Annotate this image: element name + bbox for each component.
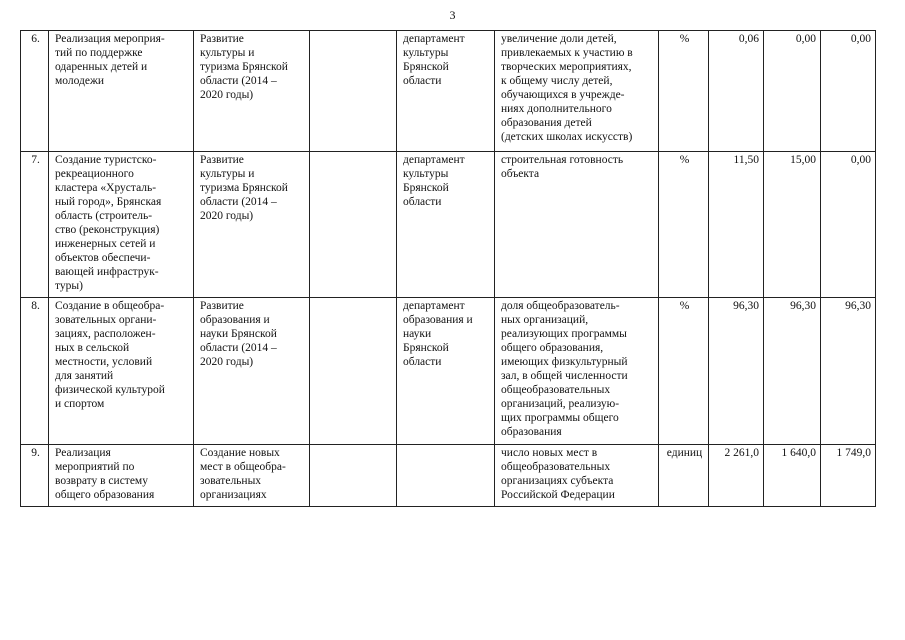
program-name: Развитие культуры и туризма Брянской области (2014 – 2020 годы): [194, 31, 310, 152]
value-1: 96,30: [709, 298, 764, 445]
event-name: Создание туристско- рекреационного кластера «Хрусталь- ный город», Брянская область (строитель- ство (реконструкция) инженерных сетей и объектов обеспечи- вающей инфраструк- туры): [49, 152, 194, 298]
value-3: 0,00: [821, 31, 876, 152]
value-3: 0,00: [821, 152, 876, 298]
program-name: Создание новых мест в общеобра- зовательных организациях: [194, 445, 310, 507]
indicator: увеличение доли детей, привлекаемых к участию в творческих мероприятиях, к общему числу детей, обучающихся в учрежде- ниях дополнительного образования детей (детских школах искусств): [495, 31, 659, 152]
value-1: 2 261,0: [709, 445, 764, 507]
unit: единиц: [659, 445, 709, 507]
table-row: [21, 445, 876, 507]
executor: департамент образования и науки Брянской области: [397, 298, 495, 445]
unit: %: [659, 152, 709, 298]
value-3: 96,30: [821, 298, 876, 445]
value-2: 15,00: [764, 152, 821, 298]
program-name: Развитие образования и науки Брянской области (2014 – 2020 годы): [194, 298, 310, 445]
event-name: Реализация мероприятий по возврату в систему общего образования: [49, 445, 194, 507]
indicator: доля общеобразователь- ных организаций, реализующих программы общего образования, имеющих физкультурный зал, в общей численности общеобразовательных организаций, реализую- щих программы общего образования: [495, 298, 659, 445]
row-number: 9.: [21, 445, 49, 507]
empty-cell: [310, 31, 397, 152]
row-number: 8.: [21, 298, 49, 445]
executor: [397, 445, 495, 507]
value-2: 96,30: [764, 298, 821, 445]
row-number: 6.: [21, 31, 49, 152]
table-row: [21, 152, 876, 298]
row-number: 7.: [21, 152, 49, 298]
empty-cell: [310, 298, 397, 445]
value-1: 0,06: [709, 31, 764, 152]
indicator: число новых мест в общеобразовательных организациях субъекта Российской Федерации: [495, 445, 659, 507]
executor: департамент культуры Брянской области: [397, 31, 495, 152]
value-2: 1 640,0: [764, 445, 821, 507]
program-name: Развитие культуры и туризма Брянской области (2014 – 2020 годы): [194, 152, 310, 298]
empty-cell: [310, 152, 397, 298]
unit: %: [659, 298, 709, 445]
events-table: [20, 30, 876, 507]
event-name: Создание в общеобра- зовательных органи- зациях, расположен- ных в сельской местности, условий для занятий физической культурой и спортом: [49, 298, 194, 445]
indicator: строительная готовность объекта: [495, 152, 659, 298]
value-3: 1 749,0: [821, 445, 876, 507]
unit: %: [659, 31, 709, 152]
value-1: 11,50: [709, 152, 764, 298]
table-row: [21, 298, 876, 445]
event-name: Реализация мероприя- тий по поддержке одаренных детей и молодежи: [49, 31, 194, 152]
page-number: 3: [449, 8, 456, 22]
value-2: 0,00: [764, 31, 821, 152]
table-row: [21, 31, 876, 152]
executor: департамент культуры Брянской области: [397, 152, 495, 298]
empty-cell: [310, 445, 397, 507]
